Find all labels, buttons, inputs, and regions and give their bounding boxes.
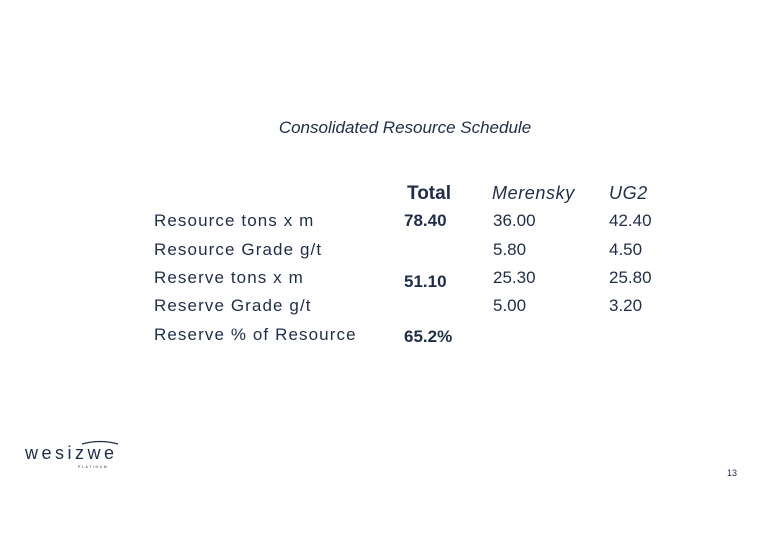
header-merensky: Merensky — [492, 183, 575, 203]
row-total: 78.40 — [404, 211, 447, 230]
wesizwe-logo — [22, 440, 137, 470]
row-label: Resource Grade g/t — [154, 240, 323, 259]
row-ug2: 3.20 — [609, 296, 643, 315]
row-label: Reserve % of Resource — [154, 325, 357, 344]
row-label: Reserve Grade g/t — [154, 296, 312, 315]
row-ug2: 25.80 — [609, 268, 652, 287]
header-total: Total — [407, 183, 451, 204]
resource-schedule-table — [147, 181, 670, 353]
row-label: Resource tons x m — [154, 211, 315, 230]
row-merensky: 5.00 — [493, 296, 527, 315]
row-ug2: 42.40 — [609, 211, 652, 230]
row-merensky: 36.00 — [493, 211, 536, 230]
page-number: 13 — [727, 468, 738, 478]
row-ug2: 4.50 — [609, 240, 643, 259]
row-total: 51.10 — [404, 272, 447, 291]
slide-title: Consolidated Resource Schedule — [278, 118, 532, 137]
row-merensky: 5.80 — [493, 240, 527, 259]
row-total: 65.2% — [404, 327, 453, 346]
logo-subtext: PLATINUM — [78, 465, 109, 469]
header-ug2: UG2 — [609, 183, 648, 203]
row-merensky: 25.30 — [493, 268, 536, 287]
row-label: Reserve tons x m — [154, 268, 304, 287]
logo-wordmark: wesizwe — [25, 443, 118, 463]
